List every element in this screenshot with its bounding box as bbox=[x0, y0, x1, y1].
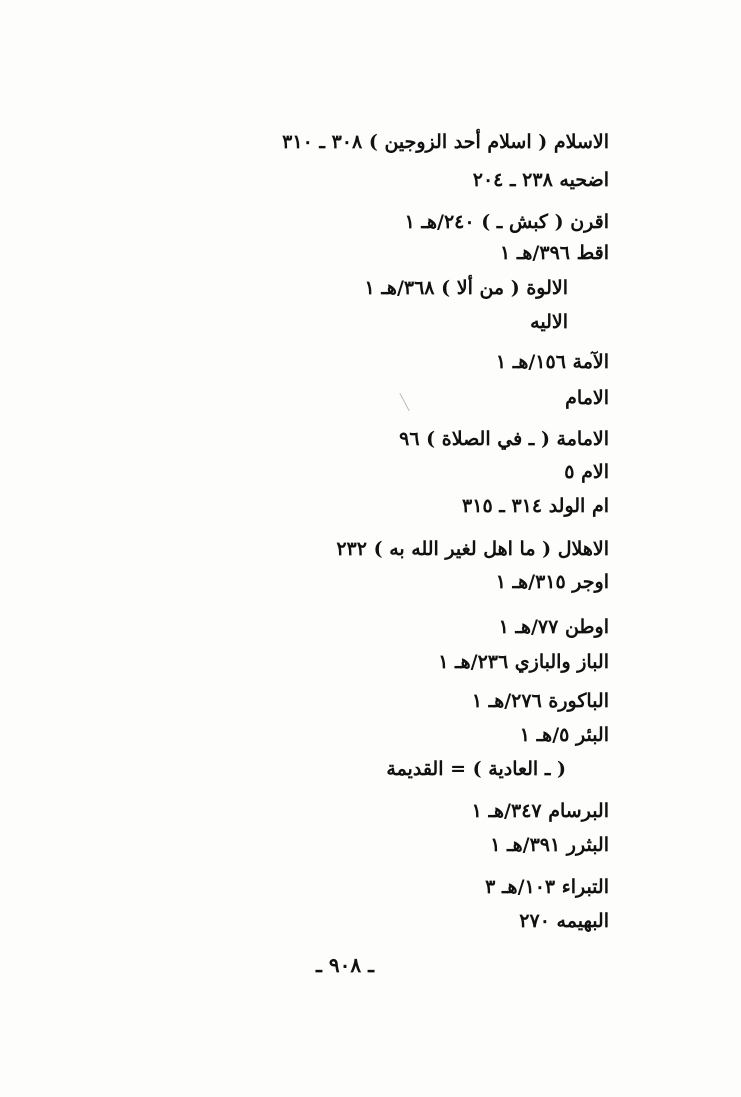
index-entry: الاليه bbox=[530, 311, 568, 333]
index-entry: الباز والبازي ٢٣٦/هـ ١ bbox=[438, 651, 609, 673]
index-entry: البئر ٥/هـ ١ bbox=[519, 724, 609, 746]
index-entry: الام ٥ bbox=[564, 461, 609, 483]
index-entry: ( ـ العادية ) = القديمة bbox=[386, 758, 566, 780]
index-entry: الامامة ( ـ في الصلاة ) ٩٦ bbox=[399, 428, 609, 450]
index-entry: اوطن ٧٧/هـ ١ bbox=[498, 616, 609, 638]
index-entry: اقط ٣٩٦/هـ ١ bbox=[500, 242, 609, 264]
index-entry: اوجر ٣١٥/هـ ١ bbox=[495, 571, 609, 593]
index-entry: التبراء ١٠٣/هـ ٣ bbox=[485, 876, 609, 898]
index-entry: الالوة ( من ألا ) ٣٦٨/هـ ١ bbox=[364, 277, 568, 299]
index-entry: البرسام ٣٤٧/هـ ١ bbox=[471, 800, 609, 822]
page-number: ـ ٩٠٨ ـ bbox=[316, 953, 374, 977]
index-entry: الامام bbox=[565, 387, 609, 409]
index-entry: اقرن ( كبش ـ ) ٢٤٠/هـ ١ bbox=[404, 211, 609, 233]
index-entry: الآمة ١٥٦/هـ ١ bbox=[495, 351, 609, 373]
index-entry: الاسلام ( اسلام أحد الزوجين ) ٣٠٨ ـ ٣١٠ bbox=[282, 131, 609, 153]
index-entry: الاهلال ( ما اهل لغير الله به ) ٢٣٢ bbox=[336, 538, 609, 560]
index-entry: البهيمه ٢٧٠ bbox=[519, 910, 609, 932]
stray-mark bbox=[399, 393, 409, 411]
index-entry: ام الولد ٣١٤ ـ ٣١٥ bbox=[462, 495, 609, 517]
index-entry: البثرر ٣٩١/هـ ١ bbox=[490, 834, 609, 856]
index-entry: اضحيه ٢٣٨ ـ ٢٠٤ bbox=[472, 169, 609, 191]
index-entry: الباكورة ٢٧٦/هـ ١ bbox=[471, 690, 609, 712]
